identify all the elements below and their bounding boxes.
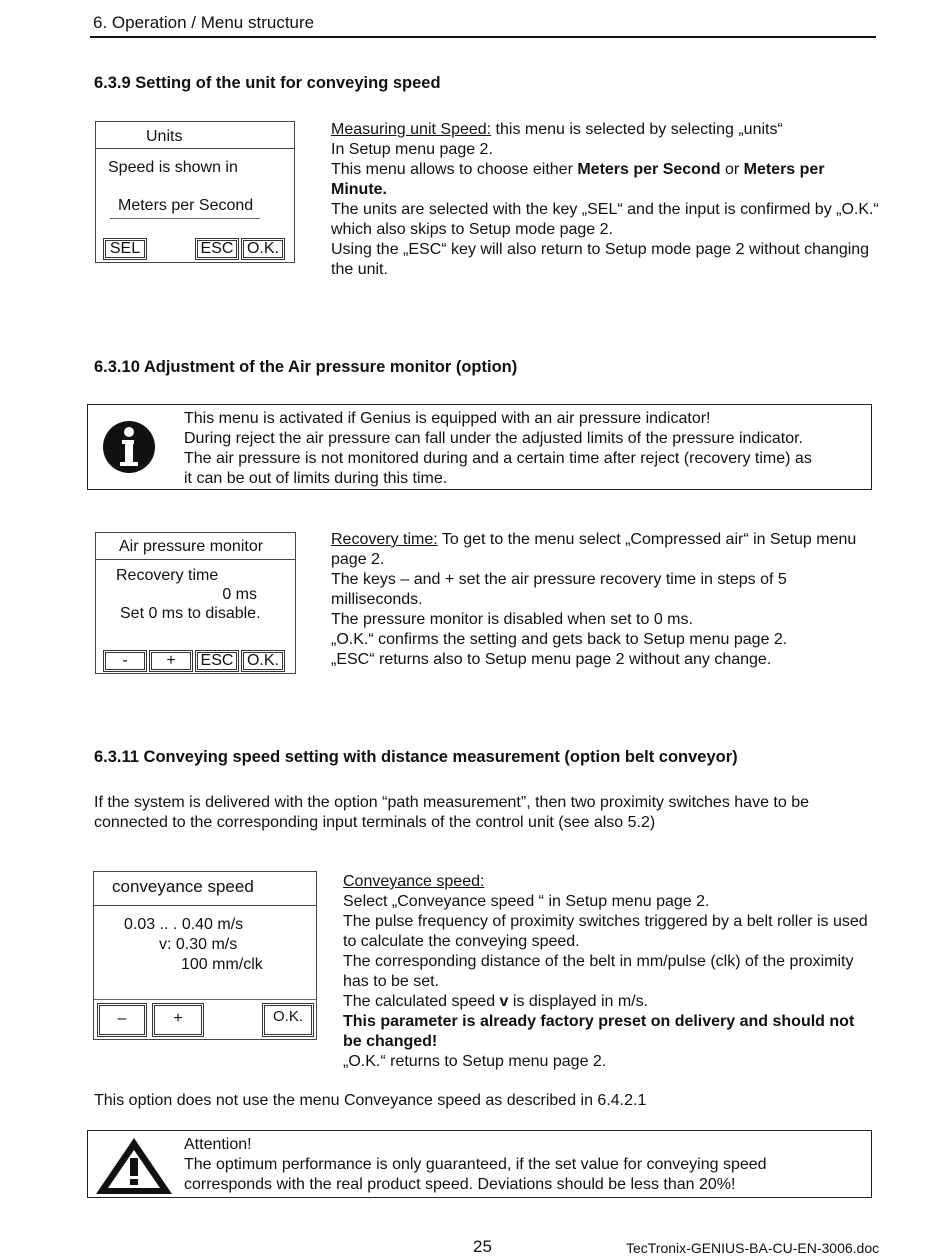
lcd-title: conveyance speed [94, 872, 316, 906]
sel-key-button[interactable]: SEL [103, 238, 147, 260]
conveyance-speed-label: Conveyance speed: [343, 873, 485, 890]
recovery-time-label: Recovery time: [331, 531, 438, 548]
minus-key-button[interactable]: - [103, 650, 147, 672]
lcd-line-unit-value: Meters per Second [118, 197, 254, 214]
esc-key-button[interactable]: ESC [195, 650, 239, 672]
units-description: Measuring unit Speed: this menu is selected by selecting „units“ In Setup menu page 2. This menu allows to choose either Meters per Second or Meters per Minute. The units are selected with the key „SEL“ and the input is confirmed by „O.K.“ which also skips to Setup mode page 2. Using the „ESC“ key will also return to Setup mode page 2 without changing the unit. [331, 121, 879, 278]
lcd-key-row-divider [94, 999, 316, 1000]
path-measurement-intro: If the system is delivered with the option “path measurement”, then two proximity switches have to be connected to the corresponding input terminals of the control unit (see also 5.2) [94, 794, 809, 831]
section-6-3-9-heading: 6.3.9 Setting of the unit for conveying speed [94, 74, 441, 92]
lcd-title: Air pressure monitor [96, 533, 295, 560]
minus-key-button[interactable]: – [97, 1003, 147, 1037]
page-number: 25 [473, 1237, 492, 1256]
section-6-3-11-heading: 6.3.11 Conveying speed setting with distance measurement (option belt conveyor) [94, 748, 738, 766]
lcd-title: Units [96, 122, 294, 149]
lcd-underline [110, 218, 260, 219]
warning-box [87, 1130, 872, 1198]
conveyance-speed-description: Conveyance speed: Select „Conveyance speed “ in Setup menu page 2. The pulse frequency of proximity switches triggered by a belt roller is used to calculate the conveying speed. The corresponding distance of the belt in mm/pulse (clk) of the proximity has to be set. The calculated speed v is displayed in m/s. This parameter is already factory preset on delivery and should not be changed! „O.K.“ returns to Setup menu page 2. [343, 873, 868, 1070]
plus-key-button[interactable]: + [152, 1003, 204, 1037]
document-filename: TecTronix-GENIUS-BA-CU-EN-3006.doc [626, 1240, 880, 1256]
page-header-title: 6. Operation / Menu structure [93, 13, 315, 32]
header-rule [90, 36, 876, 38]
measuring-unit-label: Measuring unit Speed: [331, 121, 492, 138]
lcd-line-disable-hint: Set 0 ms to disable. [120, 605, 261, 622]
conveyance-note: This option does not use the menu Conveyance speed as described in 6.4.2.1 [94, 1092, 647, 1109]
lcd-line-recovery-value: 0 ms [222, 586, 257, 603]
info-text: This menu is activated if Genius is equipped with an air pressure indicator! During reject the air pressure can fall under the adjusted limits of the pressure indicator. The air pressure is not monitored during and a certain time after reject (recovery time) as it can be out of limits during this time. [184, 410, 812, 487]
lcd-line-speed-shown: Speed is shown in [108, 159, 238, 176]
lcd-line-speed-range: 0.03 .. . 0.40 m/s [124, 916, 244, 933]
ok-key-button[interactable]: O.K. [241, 650, 285, 672]
warning-text: Attention! The optimum performance is only guaranteed, if the set value for conveying speed corresponds with the real product speed. Deviations should be less than 20%! [184, 1136, 767, 1193]
air-pressure-lcd-panel [95, 532, 296, 674]
esc-key-button[interactable]: ESC [195, 238, 239, 260]
ok-key-button[interactable]: O.K. [262, 1003, 314, 1037]
recovery-time-description: Recovery time: To get to the menu select „Compressed air“ in Setup menu page 2. The keys – and + set the air pressure recovery time in steps of 5 milliseconds. The pressure monitor is disabled when set to 0 ms. „O.K.“ confirms the setting and gets back to Setup menu page 2. „ESC“ returns also to Setup menu page 2 without any change. [331, 531, 857, 668]
info-icon [101, 419, 157, 475]
lcd-line-distance-per-pulse: 100 mm/clk [181, 956, 263, 973]
plus-key-button[interactable]: + [149, 650, 193, 672]
lcd-line-recovery-time: Recovery time [116, 567, 219, 584]
units-lcd-panel [95, 121, 295, 263]
conveyance-speed-lcd-panel [93, 871, 317, 1040]
info-box [87, 404, 872, 490]
ok-key-button[interactable]: O.K. [241, 238, 285, 260]
section-6-3-10-heading: 6.3.10 Adjustment of the Air pressure monitor (option) [94, 358, 518, 376]
warning-triangle-icon [94, 1136, 174, 1196]
factory-preset-warning: This parameter is already factory preset on delivery and should not be changed! [343, 1013, 855, 1050]
lcd-line-current-speed: v: 0.30 m/s [159, 936, 238, 953]
